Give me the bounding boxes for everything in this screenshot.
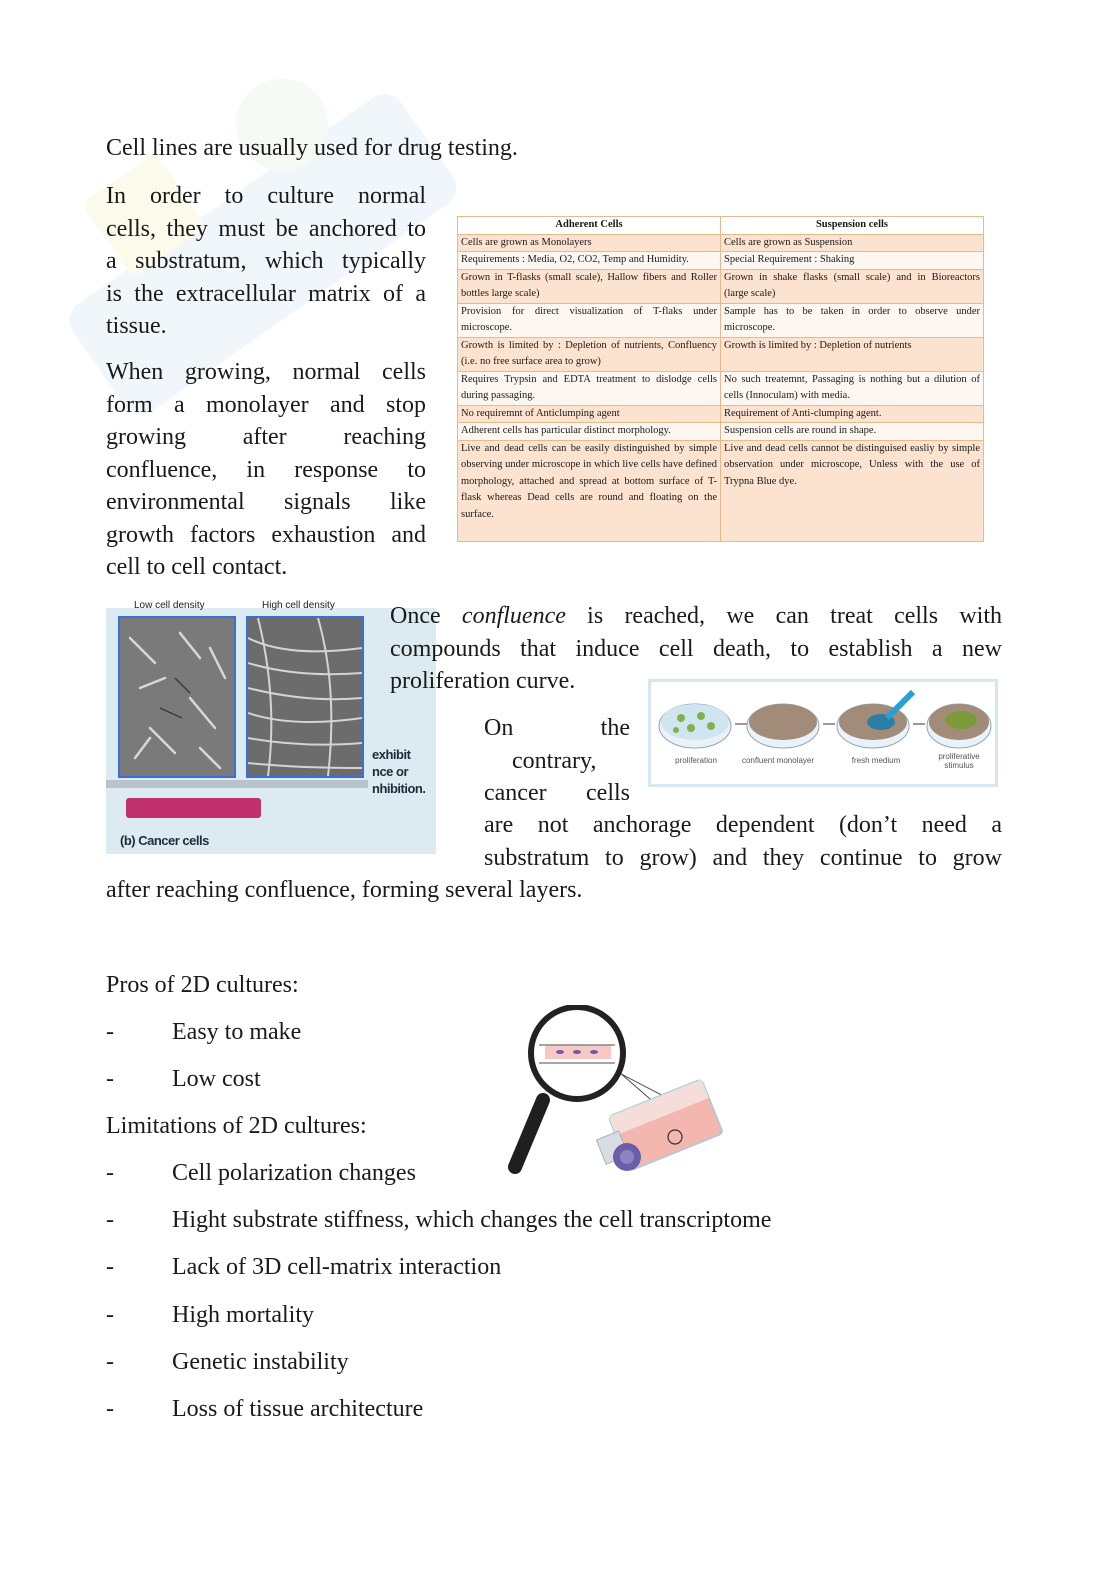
bullet-marker: - <box>106 1207 114 1233</box>
pros-title: Pros of 2D cultures: <box>106 972 299 998</box>
header-adherent: Adherent Cells <box>458 217 721 235</box>
bullet-marker: - <box>106 1302 114 1328</box>
table-cell: Live and dead cells cannot be distinguised easliy by simple observation under microscope, Unless with the use of Trypna Blue dye. <box>721 440 984 541</box>
caption-proliferative-stimulus: proliferative stimulus <box>938 752 980 770</box>
pros-item: Easy to make <box>172 1019 302 1045</box>
table-cell: Adherent cells has particular distinct morphology. <box>458 423 721 441</box>
magnifier-flask-illustration <box>505 1005 730 1180</box>
paragraph-contrary-top: On the contrary, cancer cells <box>484 715 630 806</box>
figure-side-text: exhibit nce or nhibition. <box>372 747 426 796</box>
bullet-marker: - <box>106 1160 114 1186</box>
intro-line: Cell lines are usually used for drug testing. <box>106 135 518 161</box>
comparison-table <box>457 216 984 542</box>
table-cell: Cells are grown as Suspension <box>721 234 984 252</box>
table-cell: Live and dead cells can be easily distinguished by simple observing under microscope in which live cells have defined morphology, attached and spread at bottom surface of T-flask whereas Dead cells are round and floating on the surface. <box>458 440 721 541</box>
table-cell: No such treatemnt, Passaging is nothing but a dilution of cells (Innoculam) with media. <box>721 371 984 405</box>
bullet-marker: - <box>106 1396 114 1422</box>
sparse-cells-image <box>120 618 234 776</box>
caption-confluent-monolayer: confluent monolayer <box>741 756 815 765</box>
limitation-item: Loss of tissue architecture <box>172 1396 424 1422</box>
petri-dish-sequence <box>651 688 995 758</box>
table-cell: Special Requirement : Shaking <box>721 252 984 270</box>
table-cell: No requiremnt of Anticlumping agent <box>458 405 721 423</box>
bullet-marker: - <box>106 1254 114 1280</box>
paragraph-anchorage: In order to culture normal cells, they must be anchored to a substratum, which typically is the extracellular matrix of a tissue. <box>106 183 426 339</box>
cell-density-figure <box>106 596 436 854</box>
bullet-marker: - <box>106 1349 114 1375</box>
table-row <box>458 371 984 405</box>
table-row <box>458 269 984 303</box>
limitation-item: Lack of 3D cell-matrix interaction <box>172 1254 502 1280</box>
bullet-marker: - <box>106 1066 114 1092</box>
table-row <box>458 234 984 252</box>
cancer-cells-label: (b) Cancer cells <box>120 833 209 848</box>
limitation-item: High mortality <box>172 1302 314 1328</box>
term-confluence: confluence <box>461 603 566 629</box>
paragraph-contrary-bottom: are not anchorage dependent (don’t need a substratum to grow) and they continue to grow <box>484 812 1002 871</box>
cancer-cells-layer <box>126 798 261 818</box>
low-density-micrograph <box>118 616 236 778</box>
limitations-title: Limitations of 2D cultures: <box>106 1113 367 1139</box>
caption-fresh-medium: fresh medium <box>851 756 901 765</box>
header-suspension: Suspension cells <box>721 217 984 235</box>
table-header-row <box>458 217 984 235</box>
limitation-item: Cell polarization changes <box>172 1160 416 1186</box>
table-cell: Growth is limited by : Depletion of nutrients, Confluency (i.e. no free surface area to grow) <box>458 337 721 371</box>
table-cell: Grown in shake flasks (small scale) and in Bioreactors (large scale) <box>721 269 984 303</box>
table-row <box>458 440 984 541</box>
paragraph-monolayer: When growing, normal cells form a monolayer and stop growing after reaching confluence, in response to environmental signals like growth factors exhaustion and cell to cell contact. <box>106 359 426 580</box>
table-row <box>458 252 984 270</box>
limitation-item: Hight substrate stiffness, which changes the cell transcriptome <box>172 1207 772 1233</box>
table-cell: Provision for direct visualization of T-flaks under microscope. <box>458 303 721 337</box>
table-row <box>458 405 984 423</box>
table-cell: Cells are grown as Monolayers <box>458 234 721 252</box>
table-cell: Sample has to be taken in order to observe under microscope. <box>721 303 984 337</box>
bullet-marker: - <box>106 1019 114 1045</box>
figure-divider <box>106 780 368 788</box>
caption-proliferation: proliferation <box>675 756 717 765</box>
table-cell: Requirement of Anti-clumping agent. <box>721 405 984 423</box>
high-density-micrograph <box>246 616 364 778</box>
label-high-density: High cell density <box>262 600 335 611</box>
label-low-density: Low cell density <box>134 600 205 611</box>
contrary-last-line: after reaching confluence, forming several layers. <box>106 877 583 903</box>
pros-item: Low cost <box>172 1066 261 1092</box>
table-cell: Growth is limited by : Depletion of nutrients <box>721 337 984 371</box>
table-row <box>458 423 984 441</box>
table-cell: Grown in T-flasks (small scale), Hallow fibers and Roller bottles large scale) <box>458 269 721 303</box>
table-cell: Requires Trypsin and EDTA treatment to dislodge cells during passaging. <box>458 371 721 405</box>
confluence-line3: proliferation curve. <box>390 668 576 694</box>
limitation-item: Genetic instability <box>172 1349 349 1375</box>
proliferation-figure <box>648 679 998 787</box>
table-cell: Suspension cells are round in shape. <box>721 423 984 441</box>
paragraph-confluence: Once confluence is reached, we can treat cells with compounds that induce cell death, to establish a new <box>390 603 1002 662</box>
table-row <box>458 303 984 337</box>
table-cell: Requirements : Media, O2, CO2, Temp and Humidity. <box>458 252 721 270</box>
table-row <box>458 337 984 371</box>
dense-cells-image <box>248 618 362 776</box>
